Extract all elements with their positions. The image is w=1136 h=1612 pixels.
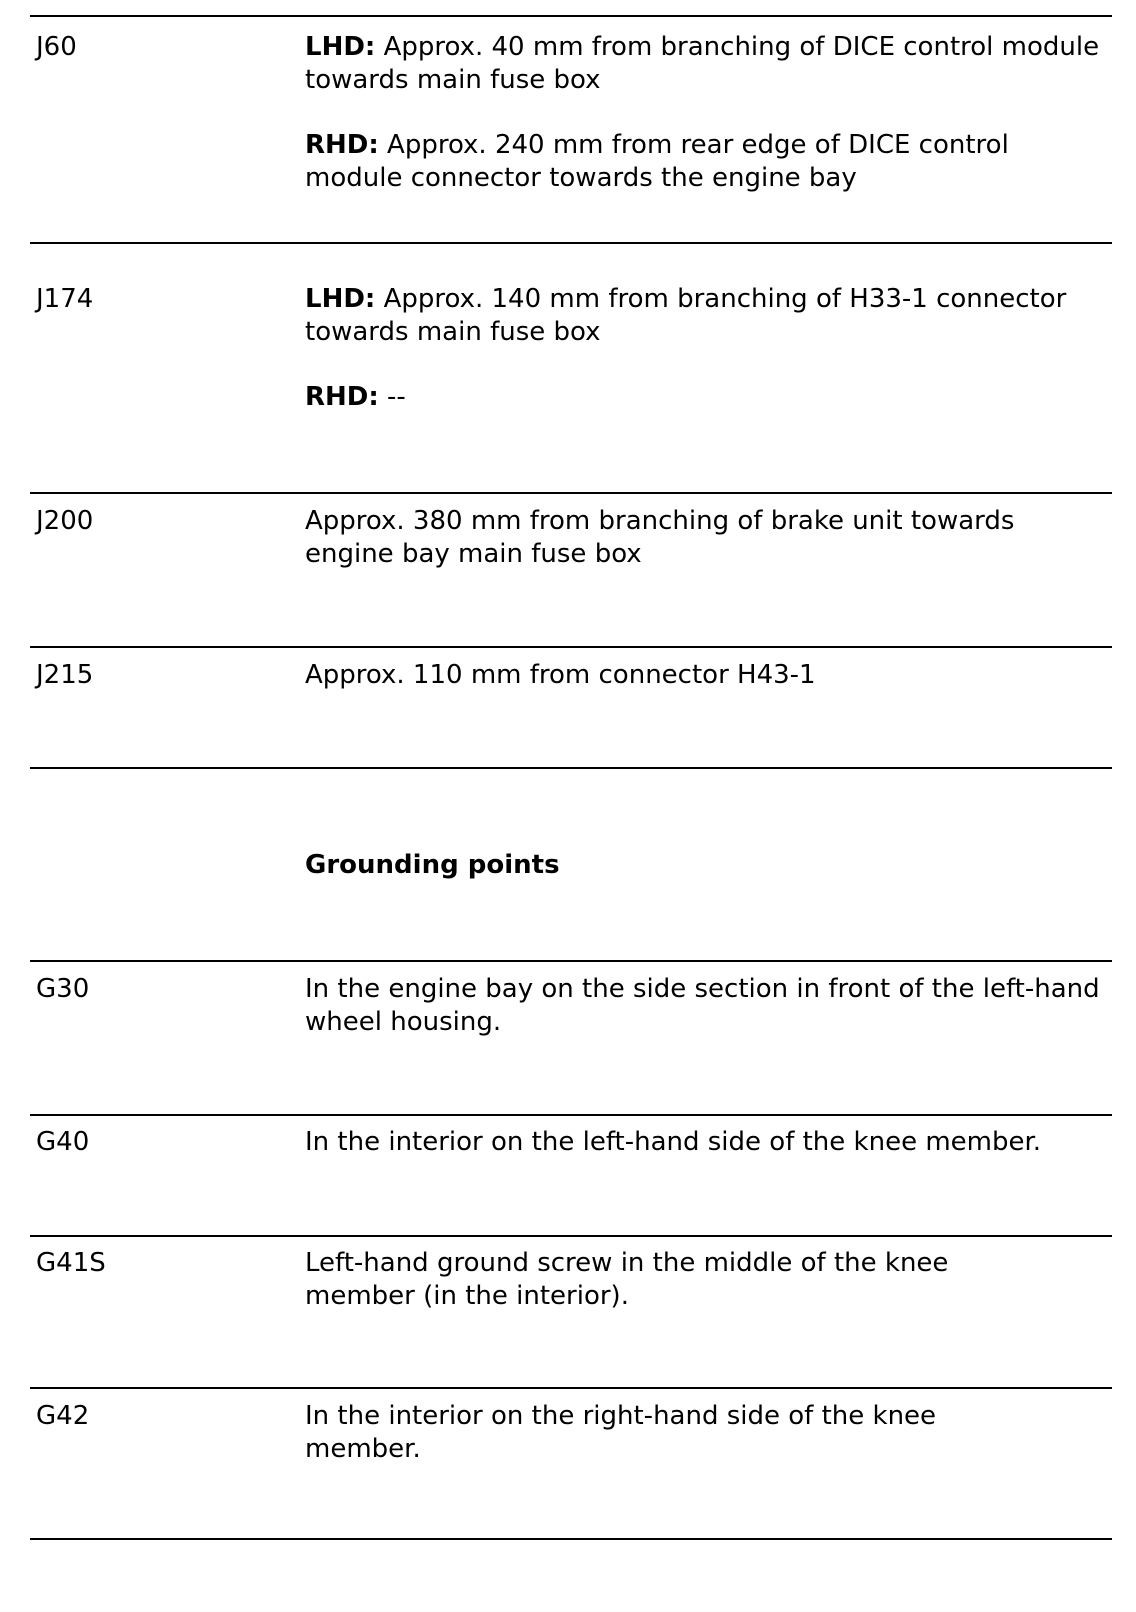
grounding-description: Left-hand ground screw in the middle of the knee member (in the interior). [305,1248,949,1311]
junction-code: J174 [36,284,94,314]
junction-code: J200 [36,506,94,536]
grounding-code: G42 [36,1401,90,1431]
junction-description: Approx. 380 mm from branching of brake unit towards engine bay main fuse box [305,506,1015,569]
grounding-code: G40 [36,1127,90,1157]
junction-description: Approx. 110 mm from connector H43-1 [305,660,816,690]
rhd-label: RHD: [305,382,379,412]
lhd-label: LHD: [305,284,376,314]
rhd-location [305,129,1105,195]
row-divider [30,960,1112,962]
row-divider [30,767,1112,769]
row-divider [30,646,1112,648]
rhd-text: Approx. 240 mm from rear edge of DICE control module connector towards the engine bay [305,130,1009,193]
lhd-text: Approx. 40 mm from branching of DICE control module towards main fuse box [305,32,1100,95]
row-divider [30,242,1112,244]
grounding-description: In the engine bay on the side section in front of the left-hand wheel housing. [305,974,1100,1037]
junction-code: J60 [36,32,77,62]
lhd-label: LHD: [305,32,376,62]
section-heading-grounding-points: Grounding points [305,850,560,880]
rhd-text: -- [378,382,406,412]
row-divider [30,1114,1112,1116]
junction-description [305,31,1105,195]
lhd-location [305,31,1105,97]
row-divider [30,1387,1112,1389]
lhd-location [305,283,1105,349]
junction-code: J215 [36,660,94,690]
junction-description [305,283,1105,414]
lhd-text: Approx. 140 mm from branching of H33-1 connector towards main fuse box [305,284,1067,347]
grounding-code: G30 [36,974,90,1004]
grounding-description: In the interior on the right-hand side of the knee member. [305,1401,937,1464]
row-divider [30,1235,1112,1237]
grounding-description: In the interior on the left-hand side of the knee member. [305,1127,1042,1157]
rhd-label: RHD: [305,130,379,160]
grounding-code: G41S [36,1248,106,1278]
row-divider [30,492,1112,494]
row-divider [30,1538,1112,1540]
rhd-location [305,381,1105,414]
row-divider [30,15,1112,17]
